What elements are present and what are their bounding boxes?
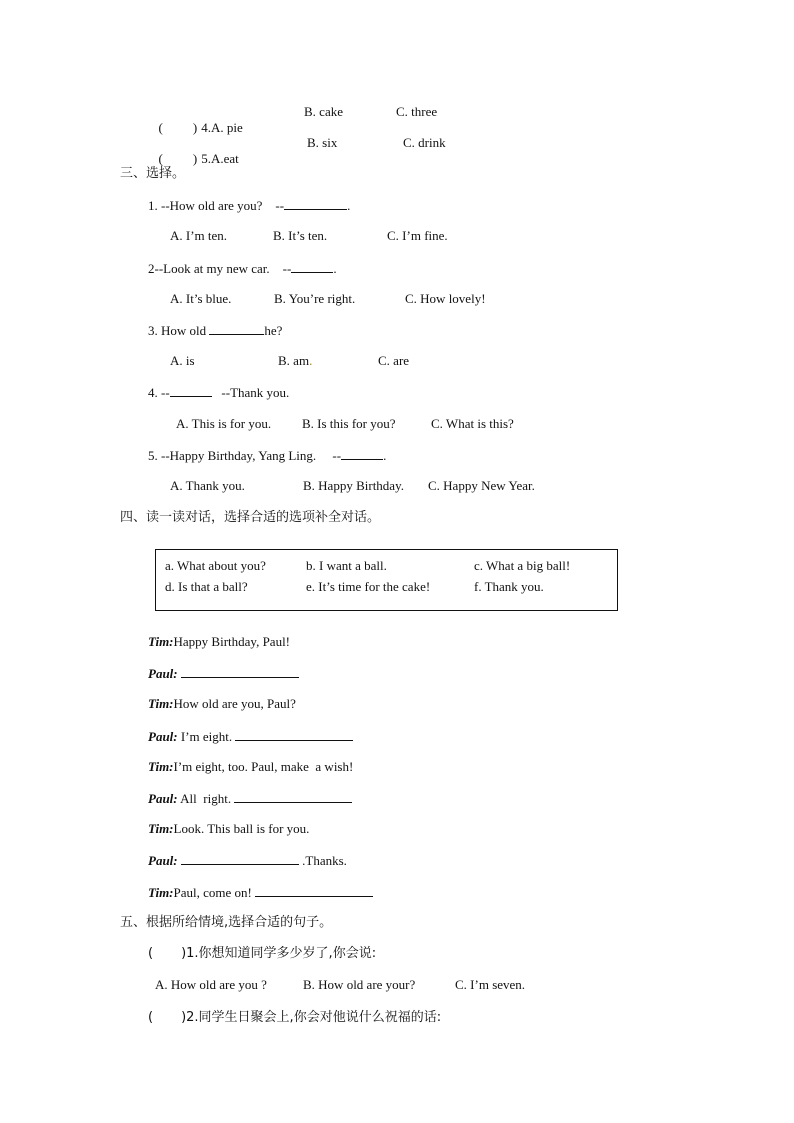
stem-end: --Thank you. bbox=[211, 385, 290, 400]
speaker-tim: Tim: bbox=[148, 821, 174, 836]
answer-paren-close: ) bbox=[192, 151, 198, 166]
dialogue-text: Look. This ball is for you. bbox=[173, 821, 310, 836]
question-stem bbox=[148, 197, 350, 214]
option-a: A. It’s blue. bbox=[170, 291, 232, 306]
answer-blank[interactable] bbox=[181, 665, 299, 678]
section-title: 四、读一读对话，选择合适的选项补全对话。 bbox=[120, 510, 381, 525]
question-stem bbox=[148, 447, 386, 464]
dialogue-line bbox=[148, 884, 373, 901]
option-c: C. Happy New Year. bbox=[428, 478, 535, 493]
answer-paren-open: ( bbox=[148, 946, 154, 961]
box-option-d: d. Is that a ball? bbox=[165, 579, 248, 594]
section-title: 五、根据所给情境,选择合适的句子。 bbox=[120, 915, 333, 930]
dialogue-line bbox=[148, 790, 352, 807]
dialogue-line bbox=[148, 728, 353, 745]
option-c: C. are bbox=[378, 353, 410, 368]
stem-end: . bbox=[333, 261, 337, 276]
box-option-e: e. It’s time for the cake! bbox=[306, 579, 431, 594]
option-a: 5.A.eat bbox=[201, 151, 239, 166]
option-a: A. Thank you. bbox=[170, 478, 245, 493]
answer-paren-close: ) bbox=[181, 946, 187, 961]
dialogue-text: Paul, come on! bbox=[173, 885, 256, 900]
option-a: A. is bbox=[170, 353, 195, 368]
speaker-tim: Tim: bbox=[148, 885, 174, 900]
dialogue-text: I’m eight, too. Paul, make a wish! bbox=[173, 759, 354, 774]
option-a: 4.A. pie bbox=[201, 120, 243, 135]
speaker-paul: Paul: bbox=[148, 729, 178, 744]
dialogue-line bbox=[148, 696, 296, 712]
option-a: A. How old are you ? bbox=[155, 977, 267, 992]
answer-blank[interactable] bbox=[291, 260, 333, 273]
answer-blank[interactable] bbox=[234, 790, 352, 803]
answer-paren-open: ( bbox=[148, 1010, 154, 1025]
option-a: A. I’m ten. bbox=[170, 228, 228, 243]
options-box bbox=[155, 549, 618, 611]
speaker-paul: Paul: bbox=[148, 666, 178, 681]
question-row bbox=[152, 104, 243, 136]
option-b bbox=[278, 353, 312, 369]
option-b: B. How old are your? bbox=[303, 977, 416, 992]
box-option-f: f. Thank you. bbox=[474, 579, 544, 594]
option-b: B. It’s ten. bbox=[273, 228, 328, 243]
speaker-tim: Tim: bbox=[148, 634, 174, 649]
dialogue-text: How old are you, Paul? bbox=[173, 696, 296, 711]
dialogue-line bbox=[148, 665, 299, 682]
option-b: B. You’re right. bbox=[274, 291, 356, 306]
option-c: C. drink bbox=[403, 135, 446, 150]
stem-text: 2--Look at my new car. -- bbox=[148, 261, 292, 276]
answer-blank[interactable] bbox=[181, 852, 299, 865]
question-stem bbox=[148, 384, 289, 401]
question-stem: 2.同学生日聚会上,你会对他说什么祝福的话: bbox=[186, 1010, 442, 1025]
option-c: C. What is this? bbox=[431, 416, 514, 431]
answer-paren-open: ( bbox=[158, 120, 163, 135]
speaker-tim: Tim: bbox=[148, 759, 174, 774]
box-option-a: a. What about you? bbox=[165, 558, 266, 573]
option-b-text: B. am bbox=[278, 353, 310, 368]
answer-blank[interactable] bbox=[341, 447, 383, 460]
question-row bbox=[148, 1010, 441, 1026]
dialogue-text: I’m eight. bbox=[177, 729, 236, 744]
dialogue-line bbox=[148, 759, 353, 775]
question-row bbox=[152, 135, 239, 167]
stem-text: 4. -- bbox=[148, 385, 170, 400]
stem-text: 1. --How old are you? -- bbox=[148, 198, 285, 213]
option-b: B. six bbox=[307, 135, 338, 150]
stem-text: 5. --Happy Birthday, Yang Ling. -- bbox=[148, 448, 342, 463]
stem-end: . bbox=[347, 198, 351, 213]
option-a: A. This is for you. bbox=[176, 416, 272, 431]
box-option-c: c. What a big ball! bbox=[474, 558, 571, 573]
answer-blank[interactable] bbox=[209, 322, 264, 335]
box-option-b: b. I want a ball. bbox=[306, 558, 387, 573]
stray-mark: . bbox=[309, 353, 313, 368]
question-row bbox=[148, 946, 376, 962]
dialogue-line bbox=[148, 821, 309, 837]
question-stem: 1.你想知道同学多少岁了,你会说: bbox=[186, 946, 377, 961]
option-b: B. Is this for you? bbox=[302, 416, 396, 431]
speaker-paul: Paul: bbox=[148, 791, 178, 806]
question-stem bbox=[148, 260, 337, 277]
option-b: B. Happy Birthday. bbox=[303, 478, 404, 493]
stem-end: . bbox=[383, 448, 387, 463]
answer-blank[interactable] bbox=[255, 884, 373, 897]
dialogue-line bbox=[148, 852, 347, 869]
option-c: C. I’m fine. bbox=[387, 228, 448, 243]
question-stem bbox=[148, 322, 282, 339]
answer-paren-open: ( bbox=[158, 151, 163, 166]
dialogue-text: Happy Birthday, Paul! bbox=[173, 634, 291, 649]
stem-text: 3. How old bbox=[148, 323, 210, 338]
option-c: C. three bbox=[396, 104, 438, 119]
stem-end: he? bbox=[264, 323, 283, 338]
answer-blank[interactable] bbox=[170, 384, 212, 397]
dialogue-text: All right. bbox=[177, 791, 235, 806]
dialogue-tail: .Thanks. bbox=[298, 853, 347, 868]
speaker-paul: Paul: bbox=[148, 853, 178, 868]
answer-blank[interactable] bbox=[284, 197, 347, 210]
dialogue-line bbox=[148, 634, 290, 650]
answer-paren-close: ) bbox=[181, 1010, 187, 1025]
option-c: C. How lovely! bbox=[405, 291, 486, 306]
answer-blank[interactable] bbox=[235, 728, 353, 741]
speaker-tim: Tim: bbox=[148, 696, 174, 711]
answer-paren-close: ) bbox=[192, 120, 198, 135]
option-b: B. cake bbox=[304, 104, 343, 119]
option-c: C. I’m seven. bbox=[455, 977, 526, 992]
section-title: 三、选择。 bbox=[120, 166, 186, 181]
